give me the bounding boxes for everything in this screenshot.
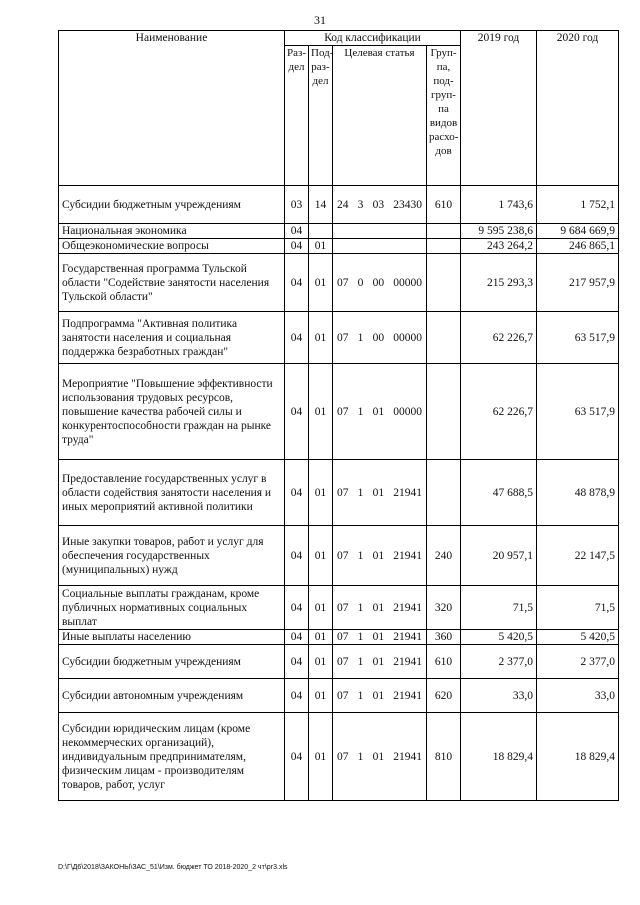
- row-razdel: 04: [285, 224, 309, 239]
- target-article-part: 00000: [393, 405, 422, 418]
- row-value-2020: 33,0: [537, 679, 619, 713]
- target-article-part: 01: [372, 655, 385, 668]
- row-name: Субсидии бюджетным учреждениям: [59, 645, 285, 679]
- target-article-part: 01: [372, 601, 385, 614]
- target-article-part: 1: [357, 689, 364, 702]
- row-value-2020: 63 517,9: [537, 364, 619, 460]
- target-article-part: 1: [357, 750, 364, 763]
- table-row: [59, 679, 619, 713]
- table-row: [59, 239, 619, 254]
- table-row: [59, 364, 619, 460]
- row-expense-group: 610: [427, 186, 461, 224]
- target-article-part: 07: [337, 750, 349, 763]
- row-value-2019: 9 595 238,6: [461, 224, 537, 239]
- target-article-part: 1: [357, 631, 364, 643]
- row-name: Мероприятие "Повышение эффективности использования трудовых ресурсов, повышение качества рабочей силы и конкурентоспособности граждан на рынке труда": [59, 364, 285, 460]
- row-razdel: 04: [285, 630, 309, 645]
- header-name: Наименование: [59, 31, 285, 186]
- row-name: Субсидии автономным учреждениям: [59, 679, 285, 713]
- target-article-part: 07: [337, 689, 349, 702]
- table-row: [59, 526, 619, 586]
- target-article-part: 07: [337, 405, 349, 418]
- row-target-article: [333, 460, 427, 526]
- row-target-article: [333, 254, 427, 312]
- row-expense-group: [427, 364, 461, 460]
- header-podrazdel: Под- раз- дел: [309, 46, 333, 186]
- row-expense-group: [427, 224, 461, 239]
- target-article-part: 07: [337, 655, 349, 668]
- row-name: Национальная экономика: [59, 224, 285, 239]
- row-value-2019: 62 226,7: [461, 364, 537, 460]
- target-article-part: 21941: [393, 655, 422, 668]
- target-article-part: 00: [372, 331, 385, 344]
- row-razdel: 04: [285, 460, 309, 526]
- row-target-article: [333, 679, 427, 713]
- row-razdel: 04: [285, 364, 309, 460]
- row-podrazdel: 01: [309, 630, 333, 645]
- target-article-part: 1: [357, 549, 364, 562]
- target-article-part: 1: [357, 331, 364, 344]
- target-article-part: 21941: [393, 601, 422, 614]
- row-target-article: [333, 239, 427, 254]
- row-value-2019: 20 957,1: [461, 526, 537, 586]
- row-value-2020: 71,5: [537, 586, 619, 630]
- row-expense-group: 610: [427, 645, 461, 679]
- budget-table: [58, 30, 619, 801]
- target-article-part: 3: [357, 198, 364, 211]
- row-razdel: 04: [285, 586, 309, 630]
- table-row: [59, 645, 619, 679]
- file-path-footer: D:\Г\Д6\2018\ЗАКОНЫ\ЗАС_51\Изм. бюджет ТО 2018-2020_2 чт\рг3.xls: [58, 864, 288, 871]
- header-target-article: Целевая статья: [333, 46, 427, 186]
- row-razdel: 04: [285, 312, 309, 364]
- row-razdel: 04: [285, 526, 309, 586]
- row-value-2019: 71,5: [461, 586, 537, 630]
- target-article-part: 03: [372, 198, 385, 211]
- target-article-part: 21941: [393, 549, 422, 562]
- row-podrazdel: 01: [309, 312, 333, 364]
- row-value-2019: 1 743,6: [461, 186, 537, 224]
- row-value-2020: 246 865,1: [537, 239, 619, 254]
- row-razdel: 03: [285, 186, 309, 224]
- row-expense-group: 810: [427, 713, 461, 801]
- row-value-2019: 18 829,4: [461, 713, 537, 801]
- header-classification: Код классификации: [285, 31, 461, 46]
- row-expense-group: 240: [427, 526, 461, 586]
- target-article-part: 1: [357, 486, 364, 499]
- target-article-part: 00000: [393, 276, 422, 289]
- target-article-part: 07: [337, 331, 349, 344]
- header-2020: 2020 год: [537, 31, 619, 186]
- row-value-2020: 63 517,9: [537, 312, 619, 364]
- row-value-2020: 2 377,0: [537, 645, 619, 679]
- target-article-part: 07: [337, 601, 349, 614]
- row-value-2020: 48 878,9: [537, 460, 619, 526]
- row-podrazdel: 01: [309, 526, 333, 586]
- target-article-part: 1: [357, 655, 364, 668]
- row-expense-group: [427, 460, 461, 526]
- row-value-2020: 1 752,1: [537, 186, 619, 224]
- target-article-part: 07: [337, 276, 349, 289]
- row-name: Подпрограмма "Активная политика занятости населения и социальная поддержка безработных граждан": [59, 312, 285, 364]
- table-row: [59, 586, 619, 630]
- row-value-2020: 217 957,9: [537, 254, 619, 312]
- row-target-article: [333, 645, 427, 679]
- row-expense-group: [427, 312, 461, 364]
- row-podrazdel: 14: [309, 186, 333, 224]
- row-expense-group: [427, 239, 461, 254]
- row-name: Общеэкономические вопросы: [59, 239, 285, 254]
- table-row: [59, 312, 619, 364]
- page-number: 31: [314, 13, 326, 27]
- row-podrazdel: [309, 224, 333, 239]
- row-value-2019: 33,0: [461, 679, 537, 713]
- table-row: [59, 254, 619, 312]
- row-target-article: [333, 364, 427, 460]
- row-value-2019: 62 226,7: [461, 312, 537, 364]
- row-value-2019: 215 293,3: [461, 254, 537, 312]
- row-podrazdel: 01: [309, 239, 333, 254]
- target-article-part: 21941: [393, 486, 422, 499]
- row-podrazdel: 01: [309, 254, 333, 312]
- row-razdel: 04: [285, 713, 309, 801]
- header-expense-group: Груп- па, под- груп- па видов расхо- дов: [427, 46, 461, 186]
- row-expense-group: 320: [427, 586, 461, 630]
- row-target-article: [333, 713, 427, 801]
- target-article-part: 01: [372, 405, 385, 418]
- row-expense-group: 360: [427, 630, 461, 645]
- row-target-article: [333, 630, 427, 645]
- row-name: Предоставление государственных услуг в области содействия занятости населения и иных мероприятий активной политики: [59, 460, 285, 526]
- row-target-article: [333, 312, 427, 364]
- row-podrazdel: 01: [309, 645, 333, 679]
- row-podrazdel: 01: [309, 586, 333, 630]
- row-value-2020: 22 147,5: [537, 526, 619, 586]
- target-article-part: 01: [372, 631, 385, 643]
- row-name: Субсидии юридическим лицам (кроме некоммерческих организаций), индивидуальным предпринимателям, физическим лицам - производителям товаров, работ, услуг: [59, 713, 285, 801]
- row-expense-group: [427, 254, 461, 312]
- row-value-2020: 5 420,5: [537, 630, 619, 645]
- header-2019: 2019 год: [461, 31, 537, 186]
- row-razdel: 04: [285, 254, 309, 312]
- table-row: [59, 224, 619, 239]
- target-article-part: 01: [372, 750, 385, 763]
- target-article-part: 24: [337, 198, 349, 211]
- table-row: [59, 713, 619, 801]
- target-article-part: 1: [357, 601, 364, 614]
- table-row: [59, 186, 619, 224]
- row-name: Социальные выплаты гражданам, кроме публичных нормативных социальных выплат: [59, 586, 285, 630]
- target-article-part: 01: [372, 549, 385, 562]
- row-name: Иные закупки товаров, работ и услуг для обеспечения государственных (муниципальных) нужд: [59, 526, 285, 586]
- target-article-part: 21941: [393, 689, 422, 702]
- row-name: Субсидии бюджетным учреждениям: [59, 186, 285, 224]
- row-expense-group: 620: [427, 679, 461, 713]
- target-article-part: 07: [337, 549, 349, 562]
- target-article-part: 01: [372, 689, 385, 702]
- row-razdel: 04: [285, 239, 309, 254]
- row-target-article: [333, 586, 427, 630]
- row-name: Государственная программа Тульской области "Содействие занятости населения Тульской области": [59, 254, 285, 312]
- row-podrazdel: 01: [309, 713, 333, 801]
- row-podrazdel: 01: [309, 460, 333, 526]
- row-value-2020: 9 684 669,9: [537, 224, 619, 239]
- target-article-part: 23430: [393, 198, 422, 211]
- row-value-2019: 5 420,5: [461, 630, 537, 645]
- row-value-2019: 47 688,5: [461, 460, 537, 526]
- table-row: [59, 460, 619, 526]
- target-article-part: 21941: [393, 750, 422, 763]
- row-name: Иные выплаты населению: [59, 630, 285, 645]
- target-article-part: 07: [337, 486, 349, 499]
- target-article-part: 0: [357, 276, 364, 289]
- row-target-article: [333, 526, 427, 586]
- row-value-2019: 2 377,0: [461, 645, 537, 679]
- row-value-2020: 18 829,4: [537, 713, 619, 801]
- table-row: [59, 630, 619, 645]
- target-article-part: 1: [357, 405, 364, 418]
- target-article-part: 21941: [393, 631, 422, 643]
- row-razdel: 04: [285, 645, 309, 679]
- header-razdel: Раз- дел: [285, 46, 309, 186]
- target-article-part: 07: [337, 631, 349, 643]
- target-article-part: 00: [372, 276, 385, 289]
- row-podrazdel: 01: [309, 364, 333, 460]
- row-podrazdel: 01: [309, 679, 333, 713]
- target-article-part: 00000: [393, 331, 422, 344]
- row-razdel: 04: [285, 679, 309, 713]
- target-article-part: 01: [372, 486, 385, 499]
- row-value-2019: 243 264,2: [461, 239, 537, 254]
- row-target-article: [333, 186, 427, 224]
- row-target-article: [333, 224, 427, 239]
